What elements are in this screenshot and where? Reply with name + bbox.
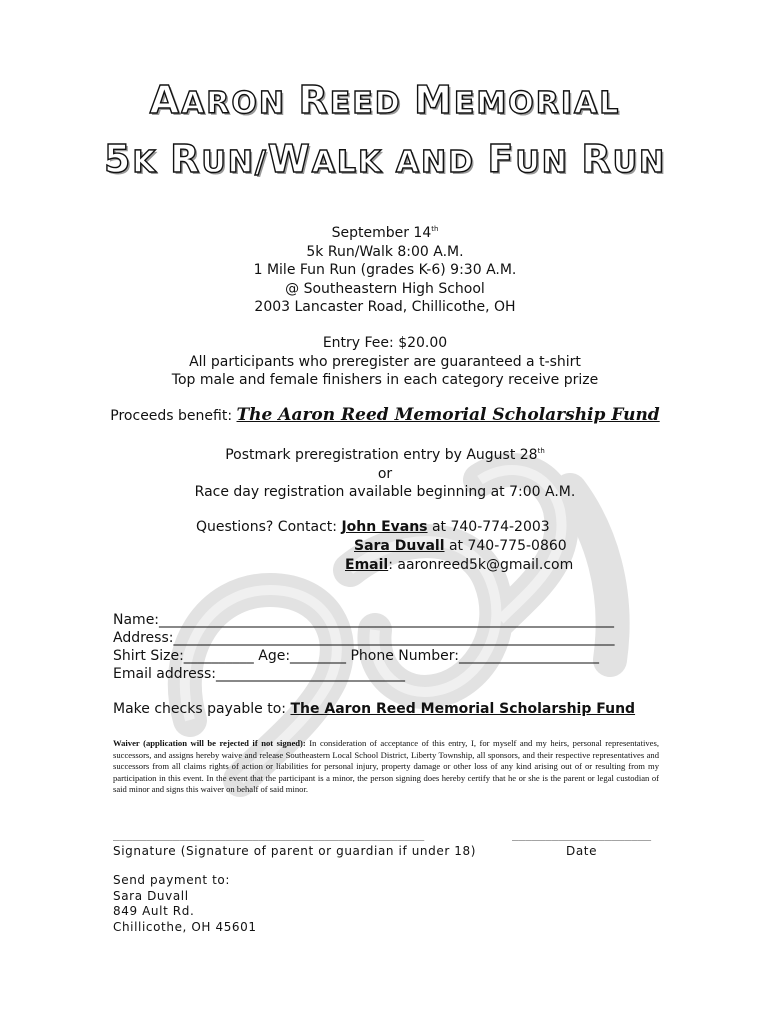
contact-line-1 (196, 518, 550, 537)
fee-details (0, 334, 770, 390)
send-payment-block (113, 873, 257, 935)
title-line-2 (0, 137, 770, 181)
run-walk-time: 5k Run/Walk 8:00 A.M. (306, 243, 464, 260)
title-letter: R (298, 78, 330, 122)
contact-label: Questions? Contact: (196, 519, 337, 535)
form-email-field[interactable]: Email address:___________________________ (113, 666, 406, 682)
event-details (0, 224, 770, 317)
title-letter: F (487, 137, 516, 181)
prize-note: Top male and female finishers in each category receive prize (171, 372, 599, 388)
waiver-heading: Waiver (application will be rejected if not signed): (113, 738, 306, 748)
title-line-1 (0, 78, 770, 122)
contact-email-line (345, 556, 573, 575)
send-payment-name: Sara Duvall (113, 888, 189, 903)
registration-or: or (377, 465, 393, 482)
title-text: K (132, 145, 171, 180)
venue-address: 2003 Lancaster Road, Chillicothe, OH (254, 299, 516, 315)
title-letter: 5 (103, 137, 133, 181)
date-line[interactable]: _____________________ (512, 828, 652, 841)
send-payment-street: 849 Ault Rd. (113, 904, 195, 918)
event-date: September 14th (331, 225, 439, 241)
send-payment-city: Chillicothe, OH 45601 (113, 919, 257, 934)
signature-label: Signature (Signature of parent or guardian if under 18) (113, 844, 477, 858)
title-text: UN (612, 145, 667, 180)
proceeds-label: Proceeds benefit: (110, 408, 233, 424)
registration-details (0, 446, 770, 502)
contact-phone-1: at 740-774-2003 (427, 519, 550, 535)
contact-phone-2: at 740-775-0860 (444, 538, 567, 554)
race-day-registration: Race day registration available beginning at 7:00 A.M. (194, 484, 576, 500)
title-text: UN (515, 145, 582, 180)
payable-fund: The Aaron Reed Memorial Scholarship Fund (290, 701, 636, 717)
contact-person-1: John Evans (341, 519, 428, 535)
entry-fee: Entry Fee: $20.00 (322, 335, 448, 351)
waiver-body: In consideration of acceptance of this entry, I, for myself and my heirs, personal representatives, successors, and assigns hereby waive and release Southeastern Local School District, Liberty Township, all sponsors, and their respective representatives and successors from all claims rights of action or liabilities for personal injury, property damage or other loss of any kind arising out of or resulting from my participation in this event. In the event that the participant is a minor, the person signing does hereby certify that he or she is the parent or legal custodian of said minor and signs this waiver on behalf of said minor. (113, 738, 659, 795)
checks-payable-line (113, 701, 635, 717)
send-payment-heading: Send payment to: (113, 873, 230, 887)
title-letter: W (267, 137, 312, 181)
date-label: Date (566, 844, 598, 858)
title-text: UN/ (201, 145, 268, 180)
title-text: EMORIAL (453, 86, 621, 121)
title-letter: R (170, 137, 202, 181)
postmark-deadline: Postmark preregistration entry by August 28th (225, 447, 545, 463)
email-label: Email (345, 557, 389, 573)
proceeds-line (0, 406, 770, 426)
contact-person-2: Sara Duvall (354, 538, 445, 554)
title-letter: R (581, 137, 613, 181)
form-address-field[interactable]: Address:_______________________________________________________________ (113, 630, 615, 646)
venue: @ Southeastern High School (285, 280, 485, 297)
tshirt-note: All participants who preregister are guaranteed a t-shirt (189, 353, 581, 370)
form-name-field[interactable]: Name:_________________________________________________________________ (113, 612, 615, 628)
payable-label: Make checks payable to: (113, 701, 287, 717)
title-letter: A (149, 78, 182, 122)
title-letter: M (414, 78, 454, 122)
signature-line[interactable]: _______________________________________________ (113, 828, 425, 841)
title-text: ARON (181, 86, 299, 121)
contact-line-2 (354, 537, 567, 556)
fun-run-time: 1 Mile Fun Run (grades K-6) 9:30 A.M. (253, 262, 517, 278)
waiver-text (113, 738, 659, 796)
email-address[interactable]: : aaronreed5k@gmail.com (388, 557, 574, 573)
form-shirt-age-phone-field[interactable]: Shirt Size:__________ Age:________ Phone Number:____________________ (113, 648, 600, 664)
title-text: EED (329, 86, 415, 121)
proceeds-fund: The Aaron Reed Memorial Scholarship Fund (236, 405, 660, 425)
title-text: ALK AND (311, 145, 488, 180)
